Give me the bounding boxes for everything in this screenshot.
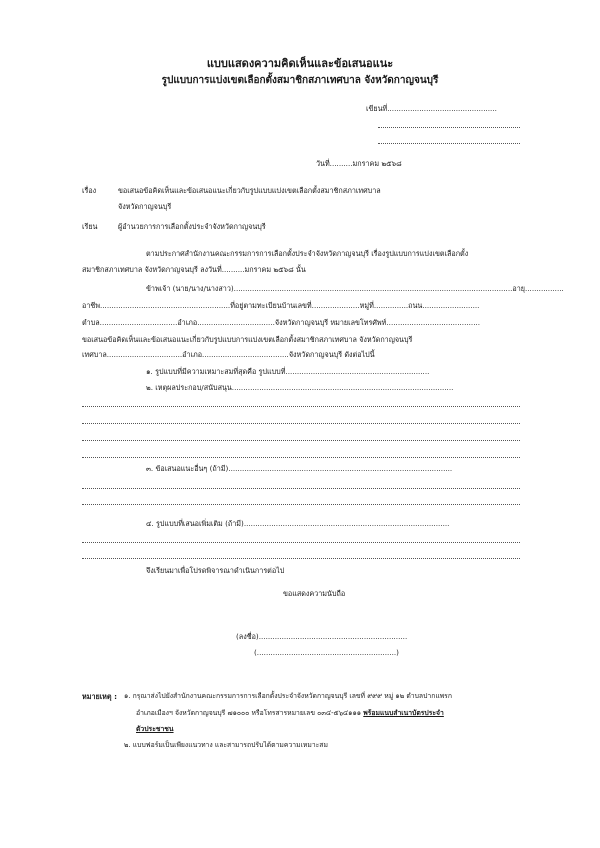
note-1-line2: อำเภอเมืองฯ จังหวัดกาญจนบุรี ๗๑๐๐๐ หรือโทรสารหมายเลข ๐๓๔-๕๖๔๑๑๑ พร้อมแนบสำเนาบัตรประจำ — [136, 709, 444, 717]
item-2: ๒. เหตุผลประกอบ/สนับสนุน................................................................................................. — [146, 383, 454, 392]
item2-blank-line-4 — [82, 457, 520, 458]
document-subtitle: รูปแบบการแบ่งเขตเลือกตั้งสมาชิกสภาเทศบาล จังหวัดกาญจนบุรี — [161, 75, 439, 86]
item2-blank-line-3 — [82, 440, 520, 441]
signature-line: (ลงชื่อ)................................................................. — [236, 632, 408, 641]
note-2: ๒. แบบฟอร์มเป็นเพียงแนวทาง และสามารถปรับได้ตามความเหมาะสม — [124, 741, 328, 749]
item4-blank-line-2 — [82, 558, 520, 559]
para1-line2: สมาชิกสภาเทศบาล จังหวัดกาญจนบุรี ลงวันที่..........มกราคม ๒๕๖๘ นั้น — [82, 265, 306, 274]
item3-blank-line-2 — [82, 504, 520, 505]
signature-name-line: (.............................................................) — [254, 648, 399, 657]
item4-blank-line-1 — [82, 542, 520, 543]
para1-line1: ตามประกาศสำนักงานคณะกรรมการการเลือกตั้งประจำจังหวัดกาญจนบุรี เรื่องรูปแบบการแบ่งเขตเลือกตั้ง — [146, 249, 469, 258]
item-4: ๔. รูปแบบที่เสนอเพิ่มเติม (ถ้ามี).......................................................................................... — [146, 519, 450, 528]
item3-blank-line-1 — [82, 488, 520, 489]
proposal-line2: เทศบาล.................................อำเภอ......................................จังหวัดกาญจนบุรี ดังต่อไปนี้ — [82, 350, 375, 359]
closing-line: จึงเรียนมาเพื่อโปรดพิจารณาดำเนินการต่อไป — [146, 566, 285, 575]
proposal-line1: ขอเสนอข้อคิดเห็นและข้อเสนอแนะเกี่ยวกับรูปแบบการแบ่งเขตเลือกตั้งสมาชิกสภาเทศบาล จังหวัดกาญจนบุรี — [82, 335, 413, 344]
to-label: เรียน — [82, 222, 98, 231]
note-1-bold: พร้อมแนบสำเนาบัตรประจำ — [363, 709, 444, 717]
address-label: เขียนที่................................................ — [366, 104, 497, 113]
self-line: ข้าพเจ้า (นาย/นาง/นางสาว)..........................................................................................................................อายุ................. — [146, 284, 564, 293]
district-line: ตำบล..................................อำเภอ..................................จังหวัดกาญจนบุรี หมายเลขโทรศัพท์......................................... — [82, 318, 481, 327]
regards-line: ขอแสดงความนับถือ — [283, 589, 346, 598]
subject-text-2: จังหวัดกาญจนบุรี — [118, 202, 172, 211]
note-1-line1: ๑. กรุณาส่งไปยังสำนักงานคณะกรรมการการเลือกตั้งประจำจังหวัดกาญจนบุรี เลขที่ ๙๙๙ หมู่ ๑๒ ตำบลปากแพรก — [124, 692, 452, 700]
note-1-line3: ตัวประชาชน — [136, 725, 174, 733]
item2-blank-line-2 — [82, 423, 520, 424]
item-3: ๓. ข้อเสนอแนะอื่นๆ (ถ้ามี).................................................................................................. — [146, 464, 453, 473]
occupation-line: อาชีพ.........................................................ที่อยู่ตามทะเบียนบ้านเลขที่.....................หมู่ที่...............ถนน......................... — [82, 301, 480, 310]
to-text: ผู้อำนวยการการเลือกตั้งประจำจังหวัดกาญจนบุรี — [118, 222, 266, 231]
document-title: แบบแสดงความคิดเห็นและข้อเสนอแนะ — [206, 57, 394, 70]
date-line: วันที่..........มกราคม ๒๕๖๘ — [316, 159, 402, 168]
item2-blank-line-1 — [82, 406, 520, 407]
item-1: ๑. รูปแบบที่มีความเหมาะสมที่สุดคือ รูปแบบที่............................................................... — [146, 367, 430, 376]
subject-text-1: ขอเสนอข้อคิดเห็นและข้อเสนอแนะเกี่ยวกับรูปแบบแบ่งเขตเลือกตั้งสมาชิกสภาเทศบาล — [118, 186, 381, 195]
address-line-2 — [378, 127, 520, 128]
note-label: หมายเหตุ : — [82, 692, 117, 701]
address-line-3 — [378, 143, 520, 144]
subject-label: เรื่อง — [82, 186, 97, 195]
